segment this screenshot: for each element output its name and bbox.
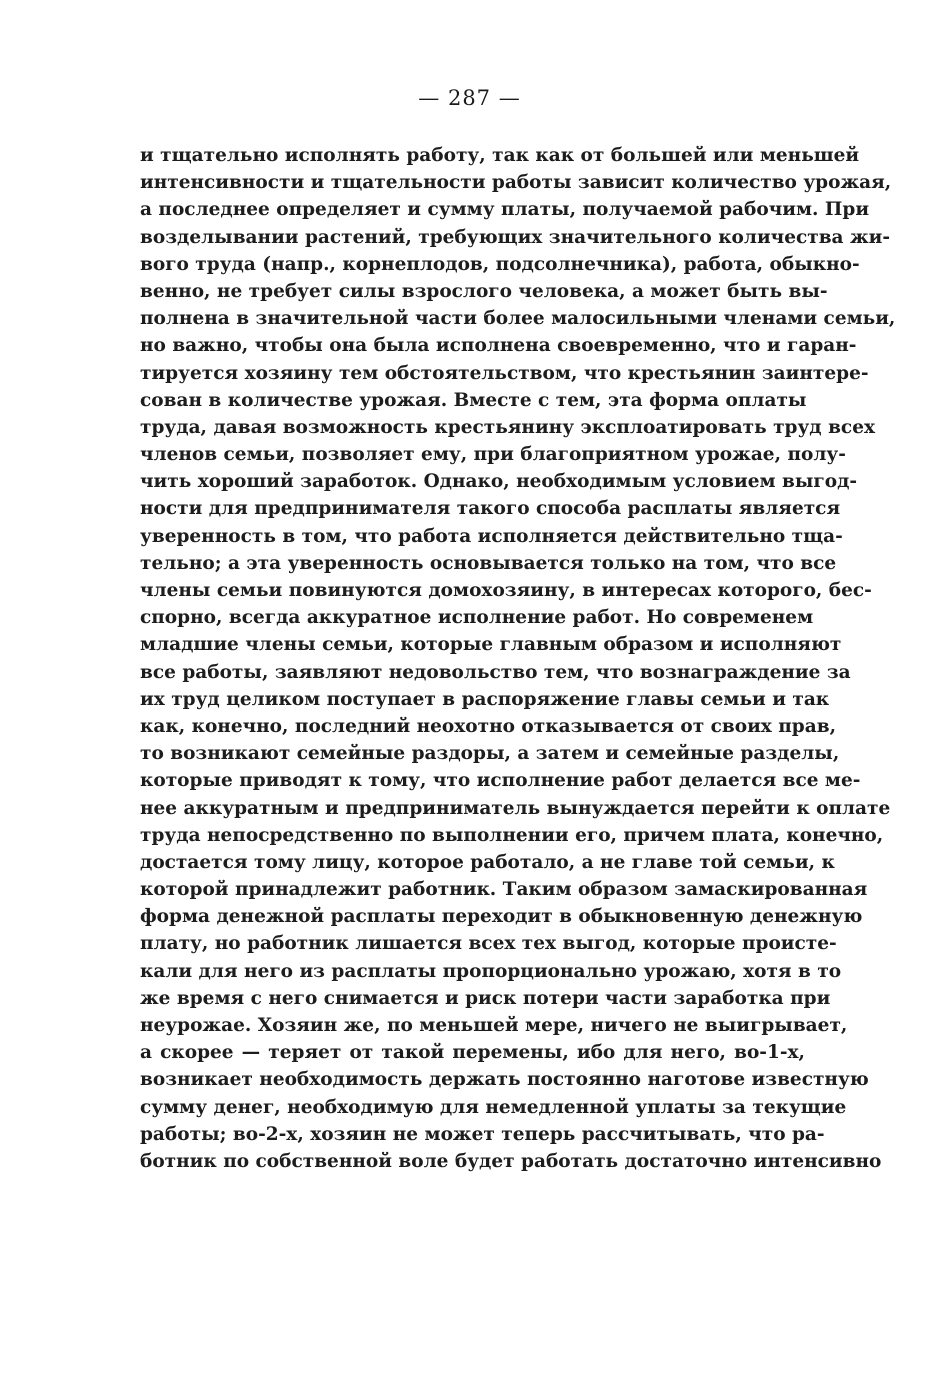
text-line: но важно, чтобы она была исполнена своевременно, что и гаран-: [140, 335, 857, 357]
text-line: как, конечно, последний неохотно отказывается от своих прав,: [140, 715, 837, 737]
text-line: члены семьи повинуются домохозяину, в интересах которого, бес-: [140, 580, 872, 601]
text-line: работы; во-2-х, хозяин не может теперь рассчитывать, что ра-: [140, 1123, 825, 1145]
text-line: а скорее — теряет от такой перемены, ибо для него, во-1-х,: [140, 1042, 805, 1064]
text-line: возделывании растений, требующих значительного количества жи-: [140, 226, 891, 248]
text-line: которой принадлежит работник. Таким образом замаскированная: [140, 879, 868, 901]
text-line: нее аккуратным и предприниматель вынуждается перейти к оплате: [140, 797, 891, 819]
text-line: форма денежной расплаты переходит в обыкновенную денежную: [140, 906, 863, 928]
text-line: ботник по собственной воле будет работать достаточно интенсивно: [140, 1150, 882, 1172]
text-line: которые приводят к тому, что исполнение работ делается все ме-: [140, 770, 861, 792]
text-line: кали для него из расплаты пропорционально урожаю, хотя в то: [140, 960, 842, 982]
text-line: же время с него снимается и риск потери части заработка при: [140, 987, 831, 1009]
text-line: уверенность в том, что работа исполняется действительно тща-: [140, 525, 843, 547]
text-line: полнена в значительной части более малосильными членами семьи,: [140, 308, 896, 330]
text-line: ности для предпринимателя такого способа расплаты является: [140, 498, 841, 520]
text-line: венно, не требует силы взрослого человека, а может быть вы-: [140, 280, 828, 302]
text-line: членов семьи, позволяет ему, при благоприятном урожае, полу-: [140, 444, 846, 466]
text-line: чить хороший заработок. Однако, необходимым условием выгод-: [140, 471, 858, 493]
body-text: [140, 142, 896, 1175]
text-line: младшие члены семьи, которые главным образом и исполняют: [140, 634, 842, 656]
text-line: то возникают семейные раздоры, а затем и семейные разделы,: [140, 743, 840, 765]
text-line: возникает необходимость держать постоянно наготове известную: [140, 1069, 869, 1091]
page-number: — 287 —: [418, 86, 521, 110]
text-line: спорно, всегда аккуратное исполнение работ. Но современем: [140, 607, 814, 629]
text-line: неурожае. Хозяин же, по меньшей мере, ничего не выигрывает,: [140, 1015, 848, 1036]
text-line: сумму денег, необходимую для немедленной уплаты за текущие: [140, 1096, 847, 1118]
text-line: вого труда (напр., корнеплодов, подсолнечника), работа, обыкно-: [140, 253, 860, 275]
text-line: и тщательно исполнять работу, так как от большей или меньшей: [140, 145, 860, 166]
text-line: сован в количестве урожая. Вместе с тем, эта форма оплаты: [140, 389, 807, 411]
text-line: труда непосредственно по выполнении его, причем плата, конечно,: [140, 824, 884, 846]
text-line: а последнее определяет и сумму платы, получаемой рабочим. При: [140, 199, 870, 221]
text-line: плату, но работник лишается всех тех выгод, которые происте-: [140, 933, 837, 955]
text-line: труда, давая возможность крестьянину эксплоатировать труд всех: [140, 416, 875, 438]
text-line: достается тому лицу, которое работало, а не главе той семьи, к: [140, 851, 835, 873]
text-line: все работы, заявляют недовольство тем, что вознаграждение за: [140, 661, 851, 683]
text-line: интенсивности и тщательности работы зависит количество урожая,: [140, 172, 892, 194]
text-line: тельно; а эта уверенность основывается только на том, что все: [140, 552, 837, 574]
text-line: их труд целиком поступает в распоряжение главы семьи и так: [140, 688, 830, 710]
text-line: тируется хозяину тем обстоятельством, что крестьянин заинтере-: [140, 362, 869, 384]
